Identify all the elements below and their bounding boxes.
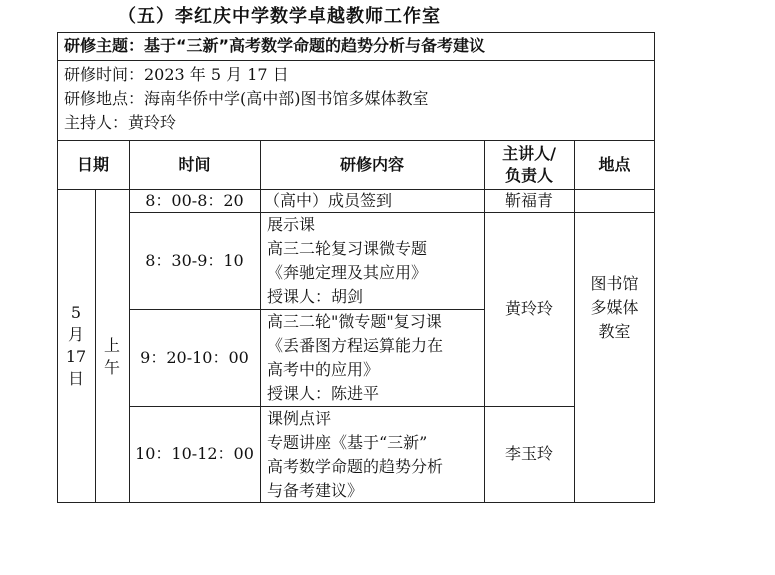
table-rule xyxy=(57,60,655,61)
row4-content-line1: 课例点评 xyxy=(267,409,332,428)
row3-content-line4: 授课人：陈进平 xyxy=(267,384,380,403)
header-date: 日期 xyxy=(76,154,109,174)
row1-speaker: 靳福青 xyxy=(504,190,553,210)
header-speaker-line1: 主讲人/ xyxy=(502,143,556,163)
row1-content: （高中）成员签到 xyxy=(264,191,393,210)
row1-time: 8：00-8：20 xyxy=(145,190,244,210)
header-time: 时间 xyxy=(178,154,211,174)
row4-content-line3: 高考数学命题的趋势分析 xyxy=(267,457,444,476)
table-rule xyxy=(260,140,261,503)
location-cell xyxy=(574,212,655,406)
row2-content-line4: 授课人：胡剑 xyxy=(267,287,364,306)
date-day: 17 xyxy=(65,347,87,366)
period-char2: 午 xyxy=(103,358,120,377)
row4-speaker: 李玉玲 xyxy=(504,444,553,463)
date-month: 5 xyxy=(70,303,82,322)
location-line1: 图书馆 xyxy=(590,274,639,293)
info-place: 研修地点：海南华侨中学(高中部)图书馆多媒体教室 xyxy=(64,89,429,108)
row3-content-line2: 《丢番图方程运算能力在 xyxy=(267,336,444,355)
table-border-top xyxy=(57,32,655,33)
info-time: 研修时间：2023 年 5 月 17 日 xyxy=(64,65,289,84)
page-title: （五）李红庆中学数学卓越教师工作室 xyxy=(118,6,441,27)
row2-time: 8：30-9：10 xyxy=(145,250,244,270)
location-line3: 教室 xyxy=(598,322,631,341)
info-host: 主持人：黄玲玲 xyxy=(64,113,177,132)
header-location: 地点 xyxy=(598,154,631,174)
date-ri: 日 xyxy=(67,369,84,388)
header-speaker-line2: 负责人 xyxy=(504,165,553,185)
row4-content-line2: 专题讲座《基于“三新” xyxy=(267,433,428,452)
header-speaker xyxy=(484,140,574,189)
period-cell xyxy=(95,212,129,502)
date-yue: 月 xyxy=(67,325,84,344)
row2-content-line3: 《奔驰定理及其应用》 xyxy=(267,263,428,282)
row2-content-line1: 展示课 xyxy=(267,215,316,234)
period-char1: 上 xyxy=(103,336,120,355)
row3-content-line3: 高考中的应用》 xyxy=(267,360,380,379)
row4-content-line4: 与备考建议》 xyxy=(267,481,364,500)
row3-content-line1: 高三二轮"微专题"复习课 xyxy=(267,312,442,331)
merged-speaker: 黄玲玲 xyxy=(504,299,553,318)
date-cell xyxy=(57,189,95,503)
schedule-table xyxy=(57,32,655,503)
row4-time: 10：10-12：00 xyxy=(135,444,254,463)
row3-time: 9：20-10：00 xyxy=(140,347,249,367)
row2-content-line2: 高三二轮复习课微专题 xyxy=(267,239,428,258)
theme-row: 研修主题：基于“三新”高考数学命题的趋势分析与备考建议 xyxy=(64,36,486,55)
location-line2: 多媒体 xyxy=(590,298,639,317)
header-content: 研修内容 xyxy=(339,154,404,174)
